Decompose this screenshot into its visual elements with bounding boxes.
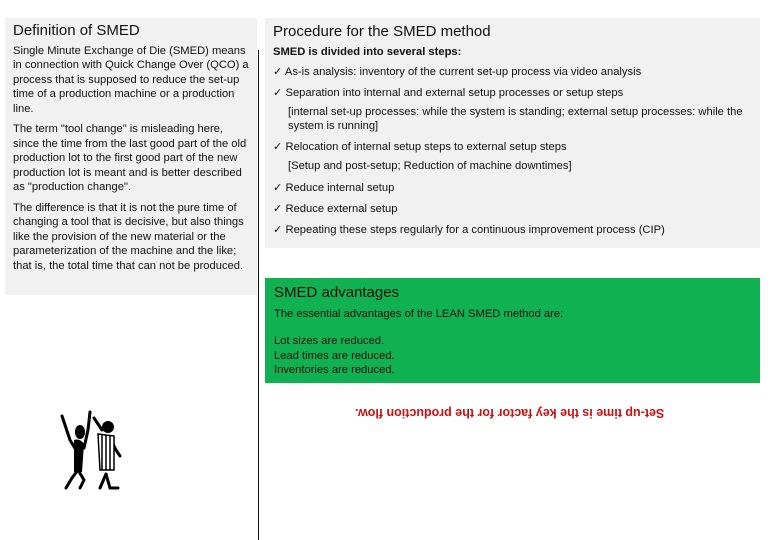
- step-text: Reduce external setup: [285, 202, 398, 215]
- step-note: [Setup and post-setup; Reduction of machine downtimes]: [288, 160, 572, 172]
- checkmark-icon: ✓: [273, 202, 283, 215]
- definition-paragraph: Single Minute Exchange of Die (SMED) means in connection with Quick Change Over (QCO) a process that is supposed to reduce the set-up time of a production machine or a production line.: [13, 44, 249, 115]
- definition-paragraph: The term "tool change" is misleading here, since the time from the last good part of the old production lot to the first good part of the new production lot is meant and is better described as "production change".: [13, 123, 247, 193]
- step-item: [273, 182, 752, 195]
- advantage-item: Lead times are reduced.: [274, 349, 395, 362]
- definition-paragraph: The difference is that it is not the pure time of changing a tool that is decisive, but also things like the provision of the new material or the parameterization of the machine and the like; that is, the total time that can not be produced.: [13, 201, 244, 272]
- dancing-figures-icon: [58, 410, 138, 490]
- step-text: Relocation of internal setup steps to external setup steps: [285, 141, 567, 153]
- procedure-title: Procedure for the SMED method: [273, 23, 491, 40]
- checkmark-icon: ✓: [273, 87, 283, 99]
- checkmark-icon: ✓: [273, 66, 283, 78]
- advantages-title: SMED advantages: [274, 284, 400, 301]
- step-item: [273, 224, 752, 237]
- upside-down-tagline: Set-up time is the key factor for the production flow.: [355, 406, 665, 420]
- checkmark-icon: ✓: [273, 223, 283, 236]
- step-item: [273, 141, 752, 154]
- definition-title: Definition of SMED: [13, 22, 140, 39]
- procedure-intro: SMED is divided into several steps:: [273, 46, 462, 58]
- step-item: [273, 66, 752, 79]
- step-note: [internal set-up processes: while the system is standing; external setup processes: while the system is running]: [288, 106, 743, 132]
- step-text: Repeating these steps regularly for a continuous improvement process (CIP): [285, 223, 665, 236]
- divider-line: [258, 50, 259, 540]
- step-item: [273, 203, 752, 216]
- steps-list: [273, 66, 752, 237]
- advantage-item: Lot sizes are reduced.: [274, 335, 385, 347]
- step-text: As-is analysis: inventory of the current set-up process via video analysis: [284, 66, 642, 78]
- step-text: Reduce internal setup: [285, 181, 395, 194]
- checkmark-icon: ✓: [273, 141, 283, 153]
- advantages-panel: [265, 278, 760, 383]
- step-item: [273, 87, 752, 100]
- checkmark-icon: ✓: [273, 181, 283, 194]
- step-text: Separation into internal and external setup processes or setup steps: [285, 87, 624, 99]
- advantages-intro: The essential advantages of the LEAN SMED method are:: [274, 308, 564, 320]
- procedure-panel: [265, 18, 760, 248]
- advantage-item: Inventories are reduced.: [274, 364, 395, 376]
- definition-panel: [5, 18, 257, 295]
